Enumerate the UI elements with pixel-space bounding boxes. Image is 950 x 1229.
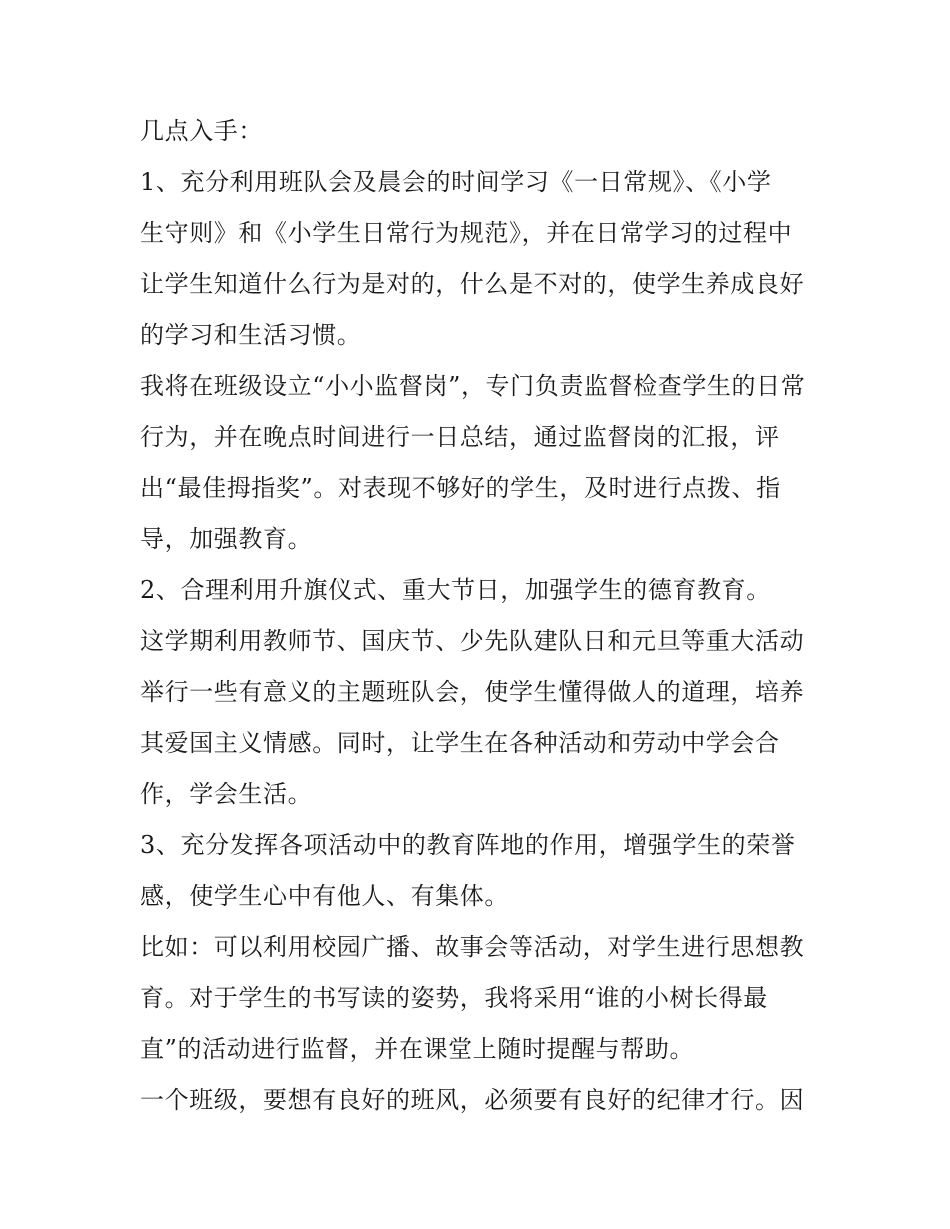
text-line: 我将在班级设立“小小监督岗”，专门负责监督检查学生的日常: [140, 372, 806, 400]
text-line: 直”的活动进行监督，并在课堂上随时提醒与帮助。: [140, 1035, 695, 1063]
text-line: 作，学会生活。: [140, 780, 313, 808]
text-line: 一个班级，要想有良好的班风，必须要有良好的纪律才行。因: [140, 1086, 805, 1114]
text-line: 生守则》和《小学生日常行为规范》，并在日常学习的过程中: [140, 219, 793, 247]
text-line: 出“最佳拇指奖”。对表现不够好的学生，及时进行点拨、指: [140, 474, 781, 502]
text-line: 举行一些有意义的主题班队会，使学生懂得做人的道理，培养: [140, 678, 805, 706]
text-line: 几点入手：: [140, 117, 263, 145]
text-line: 行为，并在晚点时间进行一日总结，通过监督岗的汇报，评: [140, 423, 780, 451]
text-line: 导，加强教育。: [140, 525, 313, 553]
text-line: 比如：可以利用校园广播、故事会等活动，对学生进行思想教: [140, 933, 805, 961]
text-line: 1、充分利用班队会及晨会的时间学习《一日常规》、《小学: [140, 168, 772, 196]
text-line: 其爱国主义情感。同时，让学生在各种活动和劳动中学会合: [140, 729, 780, 757]
document-body: [140, 106, 820, 1126]
text-line: 感，使学生心中有他人、有集体。: [140, 882, 509, 910]
text-line: 3、充分发挥各项活动中的教育阵地的作用，增强学生的荣誉: [140, 831, 796, 859]
text-line: 这学期利用教师节、国庆节、少先队建队日和元旦等重大活动: [140, 627, 805, 655]
text-line: 让学生知道什么行为是对的，什么是不对的，使学生养成良好: [140, 270, 805, 298]
text-line: 育。对于学生的书写读的姿势，我将采用“谁的小树长得最: [140, 984, 768, 1012]
text-line: 2、合理利用升旗仪式、重大节日，加强学生的德育教育。: [140, 576, 771, 604]
text-line: 的学习和生活习惯。: [140, 321, 362, 349]
